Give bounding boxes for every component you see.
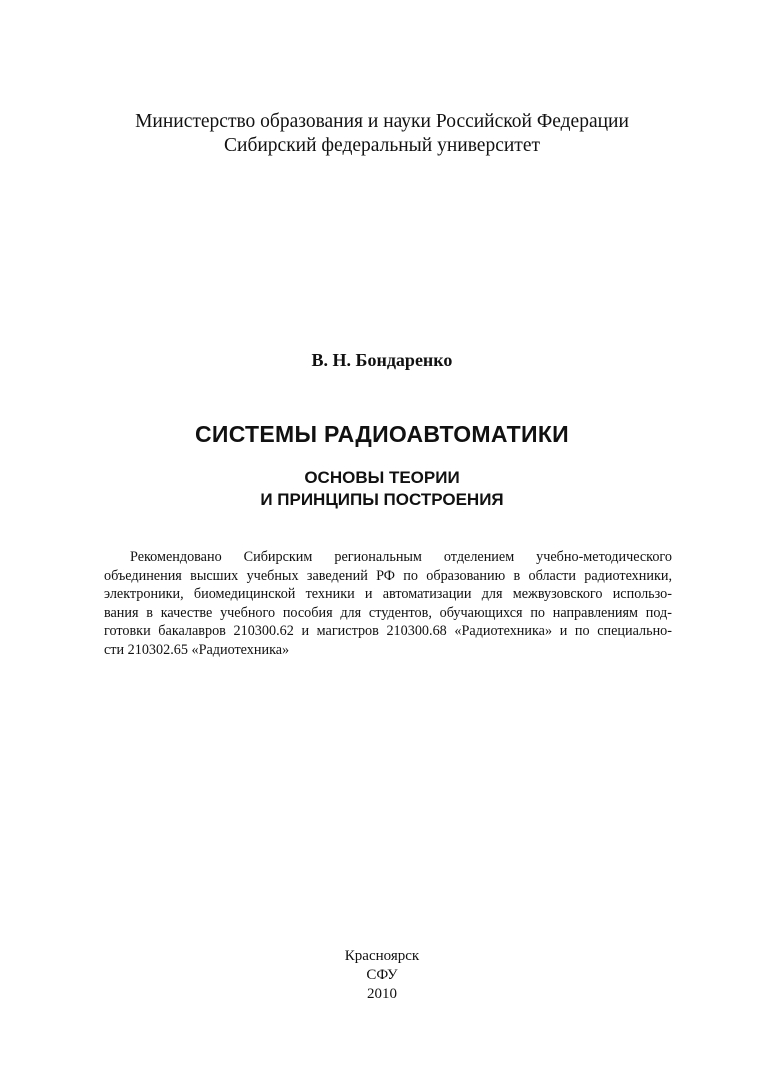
recommendation-line: Рекомендовано Сибирским региональным отделением учебно-методического <box>130 549 672 565</box>
recommendation-line: вания в качестве учебного пособия для студентов, обучающихся по направлениям под- <box>104 604 672 621</box>
recommendation-line: сти 210302.65 «Радиотехника» <box>104 641 290 658</box>
subtitle-line-1: ОСНОВЫ ТЕОРИИ <box>304 468 460 487</box>
recommendation-line: готовки бакалавров 210300.62 и магистров 210300.68 «Радиотехника» и по специально- <box>104 623 672 639</box>
subtitle-line-2: И ПРИНЦИПЫ ПОСТРОЕНИЯ <box>260 490 504 509</box>
author-name: В. Н. Бондаренко <box>311 350 453 370</box>
imprint-city: Красноярск <box>344 948 420 964</box>
ministry-name: Министерство образования и науки Российской Федерации <box>135 111 629 132</box>
recommendation-paragraph <box>104 548 672 659</box>
university-name: Сибирский федеральный университет <box>224 135 540 156</box>
recommendation-line: объединения высших учебных заведений РФ по образованию в области радиотехники, <box>104 567 672 584</box>
imprint-publisher: СФУ <box>366 967 398 983</box>
imprint-year: 2010 <box>367 986 397 1002</box>
book-title: СИСТЕМЫ РАДИОАВТОМАТИКИ <box>194 421 570 447</box>
recommendation-line: электроники, биомедицинской техники и автоматизации для межвузовского использо- <box>104 586 672 602</box>
